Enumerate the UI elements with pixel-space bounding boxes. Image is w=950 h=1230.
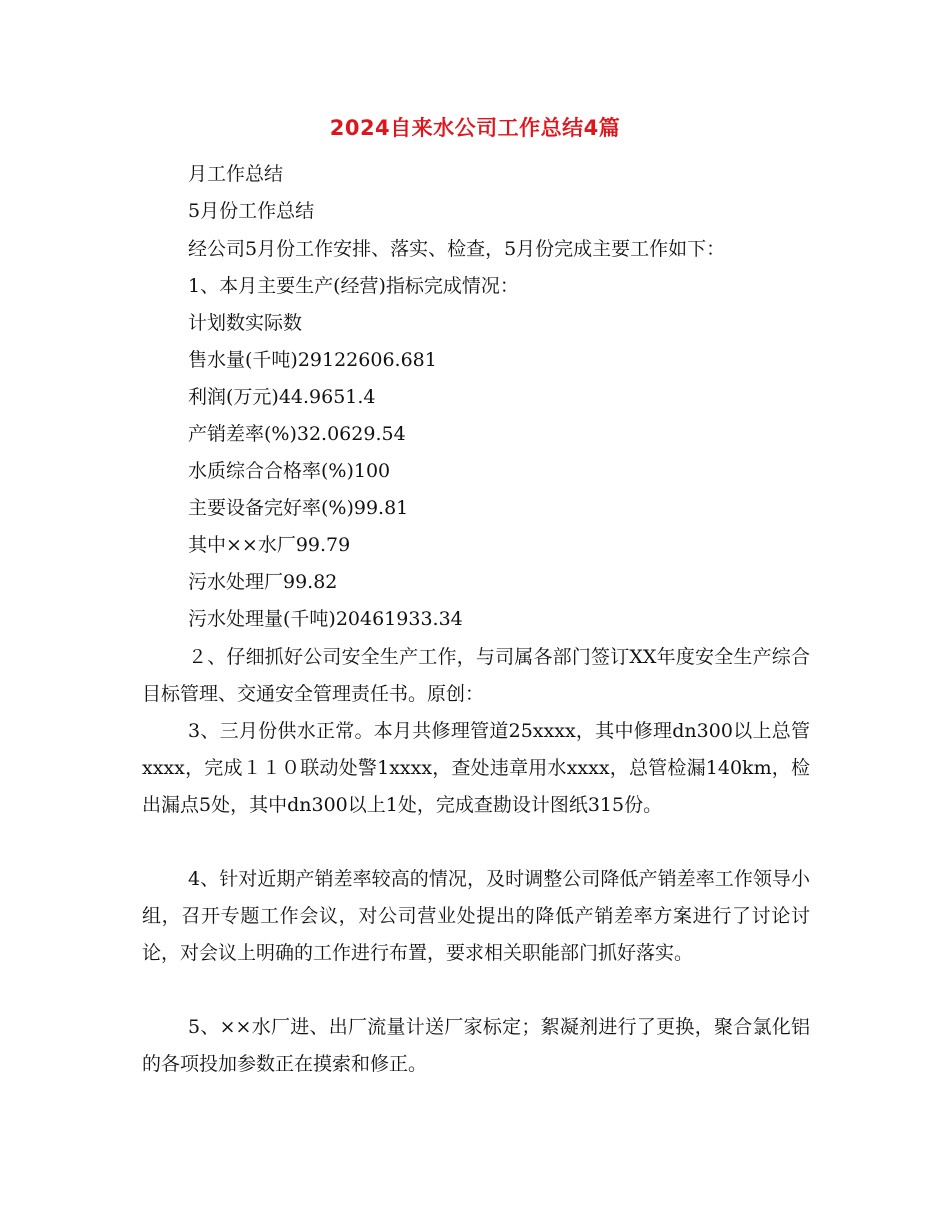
line-may-summary: 5月份工作总结	[188, 200, 315, 222]
line-profit: 利润(万元)44.9651.4	[188, 386, 376, 408]
line-loss-rate: 产销差率(%)32.0629.54	[188, 423, 406, 445]
line-sewage-plant: 污水处理厂99.82	[188, 571, 338, 593]
line-plan-actual-header: 计划数实际数	[188, 312, 303, 334]
line-item-1-heading: 1、本月主要生产(经营)指标完成情况：	[188, 275, 519, 297]
paragraph-4-loss-rate: 4、针对近期产销差率较高的情况，及时调整公司降低产销差率工作领导小组，召开专题工作会议，对公司营业处提出的降低产销差率方案进行了讨论讨论，对会议上明确的工作进行布置，要求相关职能部门抓好落实。	[142, 868, 810, 964]
paragraph-5-flowmeter: 5、××水厂进、出厂流量计送厂家标定；絮凝剂进行了更换，聚合氯化铝的各项投加参数正在摸索和修正。	[142, 1016, 810, 1075]
line-intro: 经公司5月份工作安排、落实、检查，5月份完成主要工作如下：	[188, 238, 726, 260]
document-title: 2024自来水公司工作总结4篇	[329, 116, 621, 140]
line-sewage-volume: 污水处理量(千吨)20461933.34	[188, 608, 463, 630]
paragraph-3-water-supply: 3、三月份供水正常。本月共修理管道25xxxx，其中修理dn300以上总管xxxx，完成１１０联动处警1xxxx，查处违章用水xxxx，总管检漏140km，检出漏点5处，其中dn300以上1处，完成查勘设计图纸315份。	[142, 720, 810, 816]
line-equipment-rate: 主要设备完好率(%)99.81	[188, 497, 409, 519]
line-water-sales: 售水量(千吨)29122606.681	[188, 349, 437, 371]
line-water-quality: 水质综合合格率(%)100	[188, 460, 391, 482]
line-monthly-summary: 月工作总结	[188, 163, 284, 185]
line-water-plant: 其中××水厂99.79	[188, 534, 351, 556]
paragraph-2-safety: ２、仔细抓好公司安全生产工作，与司属各部门签订XX年度安全生产综合目标管理、交通安全管理责任书。原创：	[142, 646, 810, 705]
